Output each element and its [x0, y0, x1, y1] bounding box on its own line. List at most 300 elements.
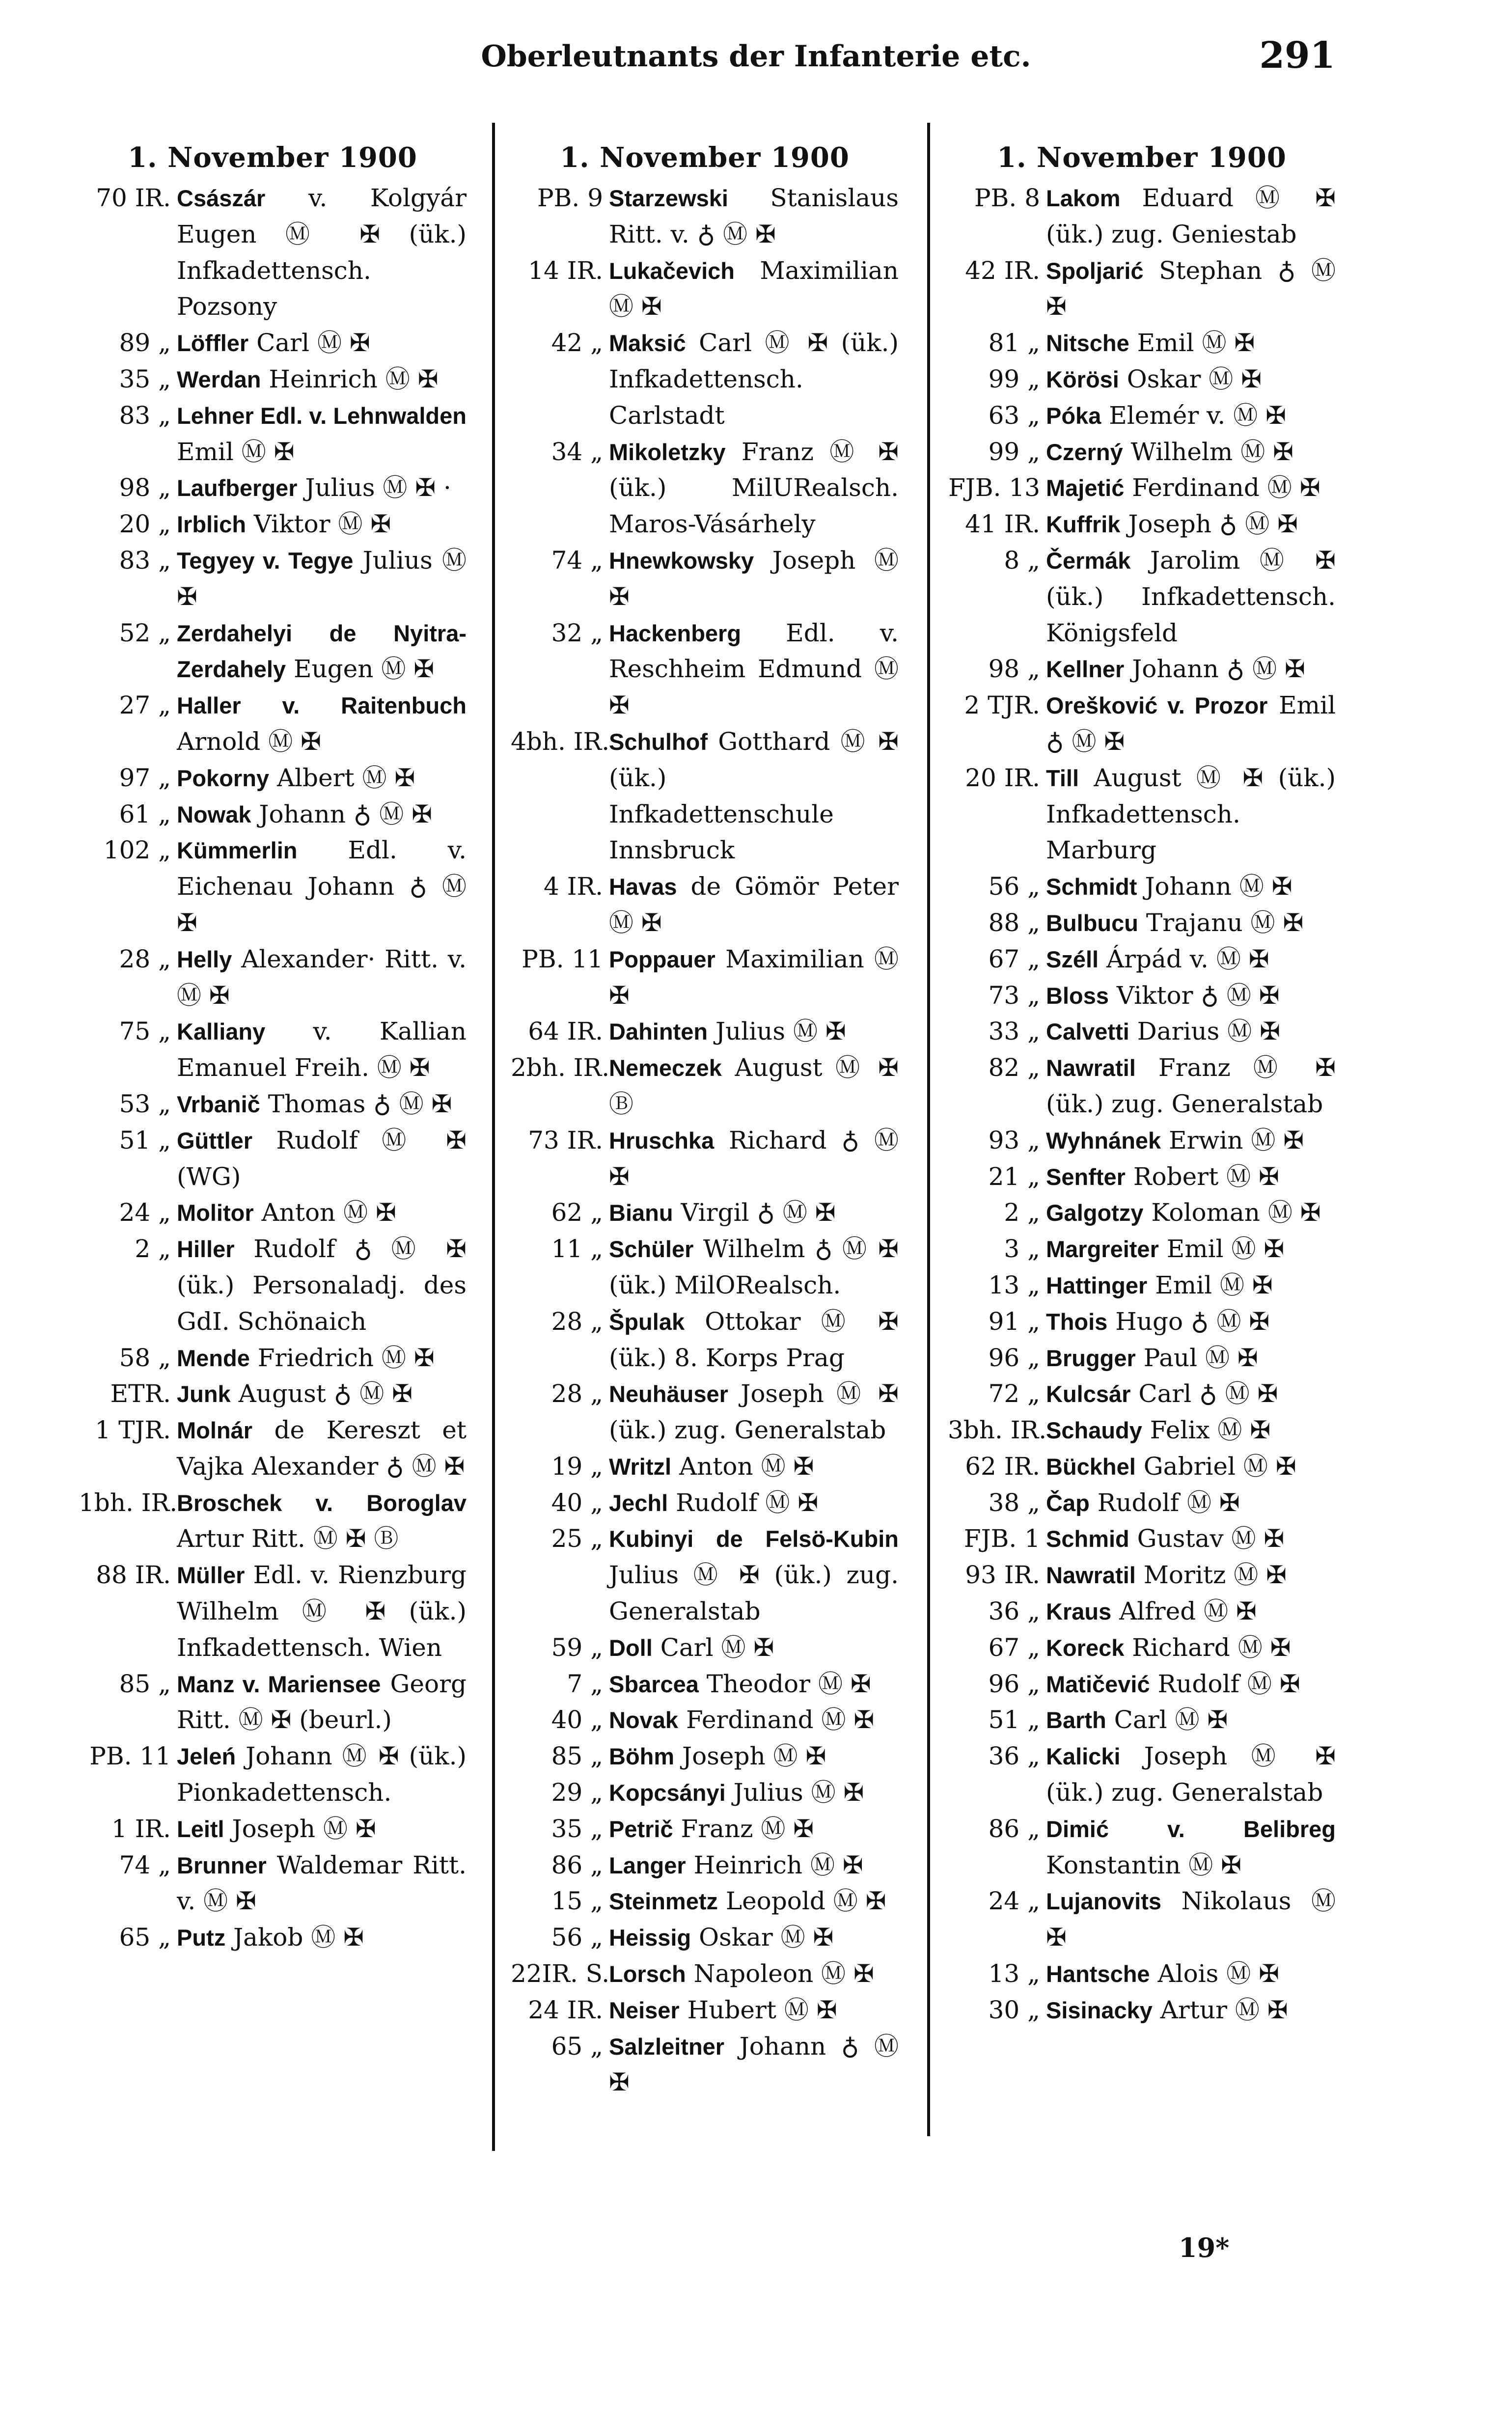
officer-surname: Sisinacky: [1046, 1997, 1153, 2023]
officer-surname: Calvetti: [1046, 1018, 1129, 1045]
officer-surname: Brunner: [177, 1852, 267, 1878]
roster-entry: [948, 1702, 1336, 1738]
officer-details: Gustav Ⓜ ✠: [1129, 1524, 1285, 1553]
unit-designation: 58 „: [119, 1343, 171, 1372]
roster-entry: [948, 1666, 1336, 1703]
officer-details: Oskar Ⓜ ✠: [691, 1923, 834, 1952]
officer-details: Friedrich Ⓜ ✠: [249, 1343, 435, 1372]
officer-surname: Novak: [609, 1707, 679, 1733]
unit-designation: PB. 11: [89, 1742, 171, 1771]
roster-entry: [948, 869, 1336, 905]
officer-details: Gotthard Ⓜ ✠ (ük.) Infkadettenschule Innsbruck: [609, 727, 899, 865]
officer-surname: Thois: [1046, 1308, 1108, 1335]
officer-surname: Steinmetz: [609, 1888, 718, 1915]
column-date-heading: 1. November 1900: [128, 141, 417, 174]
roster-entry: [948, 1340, 1336, 1376]
roster-entry: [79, 1666, 467, 1739]
entry-body: [1046, 651, 1336, 688]
unit-designation: 62 „: [551, 1198, 603, 1227]
unit-designation: 51 „: [988, 1706, 1040, 1734]
officer-details: Árpád v. Ⓜ ✠: [1099, 944, 1269, 973]
officer-surname: Schaudy: [1046, 1417, 1142, 1444]
roster-entry: [79, 506, 467, 543]
officer-details: Eugen Ⓜ ✠: [286, 655, 435, 684]
officer-surname: Széll: [1046, 946, 1099, 972]
roster-entry: [79, 398, 467, 470]
unit-designation: 11 „: [551, 1235, 603, 1264]
entry-body: [1046, 1412, 1336, 1449]
roster-entry: [511, 253, 899, 326]
entry-list: [511, 180, 899, 2101]
entry-body: [177, 688, 467, 760]
officer-surname: Neiser: [609, 1997, 680, 2023]
officer-surname: Pokorny: [177, 765, 270, 791]
entry-body: [609, 1702, 899, 1738]
officer-surname: Senfter: [1046, 1163, 1126, 1190]
unit-designation: 13 „: [988, 1959, 1040, 1988]
unit-designation: ETR.: [110, 1379, 171, 1408]
officer-surname: Vrbanič: [177, 1091, 260, 1117]
officer-details: Artur Ritt. Ⓜ ✠ Ⓑ: [177, 1524, 399, 1553]
roster-entry: [511, 325, 899, 434]
entry-body: [177, 1014, 467, 1086]
officer-details: Johann ♁ Ⓜ ✠: [609, 2032, 899, 2097]
officer-surname: Bückhel: [1046, 1453, 1136, 1480]
officer-surname: Laufberger: [177, 475, 298, 501]
entry-body: [1046, 1738, 1336, 1811]
roster-entry: [511, 1014, 899, 1050]
roster-entry: [948, 1594, 1336, 1630]
unit-designation: 82 „: [988, 1053, 1040, 1082]
entry-body: [177, 361, 467, 398]
officer-details: Anton Ⓜ ✠: [253, 1198, 396, 1227]
unit-designation: 65 „: [551, 2032, 603, 2061]
officer-details: v. Kallian Emanuel Freih. Ⓜ ✠: [177, 1017, 467, 1082]
entry-body: [609, 180, 899, 253]
officer-details: Arnold Ⓜ ✠: [177, 727, 321, 756]
roster-entry: [948, 1811, 1336, 1884]
unit-designation: 2 TJR.: [964, 691, 1040, 720]
officer-surname: Zerdahelyi de Nyitra-Zerdahely: [177, 620, 467, 683]
roster-entry: [79, 1014, 467, 1086]
entry-body: [1046, 506, 1336, 543]
officer-details: Erwin Ⓜ ✠: [1161, 1126, 1304, 1155]
officer-surname: Dahinten: [609, 1018, 708, 1045]
entry-body: [1046, 1956, 1336, 1992]
entry-body: [177, 1086, 467, 1123]
entry-body: [1046, 1702, 1336, 1738]
roster-entry: [511, 869, 899, 941]
officer-surname: Mende: [177, 1345, 250, 1371]
officer-details: Rudolf Ⓜ ✠ (WG): [177, 1126, 467, 1191]
officer-details: Edl. v. Rienzburg Wilhelm Ⓜ ✠ (ük.) Infkadettensch. Wien: [177, 1561, 467, 1662]
entry-body: [1046, 1050, 1336, 1123]
entry-body: [1046, 1014, 1336, 1050]
officer-surname: Margreiter: [1046, 1236, 1159, 1263]
entry-body: [609, 1485, 899, 1521]
entry-body: [1046, 398, 1336, 434]
entry-list: [948, 180, 1336, 2029]
roster-entry: [948, 470, 1336, 506]
officer-surname: Nitsche: [1046, 330, 1129, 357]
officer-details: Alexander· Ritt. v. Ⓜ ✠: [177, 944, 467, 1010]
entry-body: [609, 1376, 899, 1449]
officer-details: Hugo ♁ Ⓜ ✠: [1107, 1307, 1270, 1336]
officer-details: Jarolim Ⓜ ✠ (ük.) Infkadettensch. Königsfeld: [1046, 546, 1336, 647]
entry-body: [609, 1883, 899, 1920]
officer-details: Rudolf Ⓜ ✠: [1089, 1488, 1240, 1517]
unit-designation: FJB. 1: [963, 1524, 1040, 1553]
roster-entry: [79, 1557, 467, 1666]
officer-details: Joseph ♁ Ⓜ ✠: [1120, 510, 1298, 539]
officer-surname: Bulbucu: [1046, 909, 1138, 936]
entry-body: [609, 941, 899, 1014]
officer-details: Thomas ♁ Ⓜ ✠: [260, 1089, 452, 1118]
unit-designation: 85 „: [119, 1669, 171, 1698]
entry-body: [1046, 1521, 1336, 1557]
officer-details: Carl Ⓜ ✠: [248, 329, 370, 358]
officer-surname: Schulhof: [609, 728, 708, 755]
unit-designation: 99 „: [988, 437, 1040, 466]
officer-details: Julius Ⓜ ✠: [177, 546, 467, 611]
officer-surname: Kellner: [1046, 656, 1125, 683]
officer-surname: Kraus: [1046, 1598, 1112, 1625]
officer-surname: Starzewski: [609, 185, 728, 211]
unit-designation: 42 IR.: [965, 256, 1040, 285]
unit-designation: 59 „: [551, 1633, 603, 1662]
entry-body: [177, 1666, 467, 1739]
unit-designation: 93 IR.: [965, 1561, 1040, 1590]
officer-surname: Špulak: [609, 1308, 685, 1335]
entry-body: [1046, 978, 1336, 1014]
roster-entry: [511, 1775, 899, 1811]
entry-body: [609, 1956, 899, 1992]
roster-entry: [511, 1485, 899, 1521]
roster-entry: [948, 941, 1336, 978]
entry-body: [177, 506, 467, 543]
officer-surname: Nawratil: [1046, 1562, 1136, 1589]
officer-surname: Hruschka: [609, 1127, 715, 1154]
entry-body: [609, 1775, 899, 1811]
roster-entry: [511, 1376, 899, 1449]
roster-entry: [79, 1811, 467, 1847]
officer-surname: Tegyey v. Tegye: [177, 547, 354, 574]
unit-designation: 85 „: [551, 1742, 603, 1771]
officer-details: de Gömör Peter Ⓜ ✠: [609, 872, 899, 937]
roster-entry: [79, 1738, 467, 1811]
officer-details: Viktor ♁ Ⓜ ✠: [1109, 981, 1280, 1010]
roster-entry: [79, 543, 467, 615]
officer-surname: Hnewkowsky: [609, 547, 754, 574]
roster-entry: [79, 1340, 467, 1376]
unit-designation: 25 „: [551, 1524, 603, 1553]
roster-entry: [511, 1231, 899, 1304]
officer-details: Artur Ⓜ ✠: [1152, 1995, 1288, 2024]
unit-designation: 4bh. IR.: [511, 727, 610, 756]
roster-entry: [948, 1449, 1336, 1485]
roster-entry: [79, 1123, 467, 1195]
officer-surname: Póka: [1046, 402, 1101, 429]
unit-designation: 99 „: [988, 364, 1040, 393]
roster-column-3: [948, 135, 1336, 2029]
officer-surname: Löffler: [177, 330, 249, 357]
unit-designation: 2 „: [135, 1235, 171, 1264]
officer-surname: Manz v. Mariensee: [177, 1671, 381, 1697]
entry-body: [609, 615, 899, 724]
unit-designation: 91 „: [988, 1307, 1040, 1336]
unit-designation: 20 IR.: [965, 763, 1040, 792]
entry-body: [1046, 760, 1336, 869]
unit-designation: 41 IR.: [965, 510, 1040, 539]
entry-body: [609, 325, 899, 434]
unit-designation: 72 „: [988, 1379, 1040, 1408]
officer-details: Oskar Ⓜ ✠: [1119, 364, 1262, 393]
roster-entry: [511, 434, 899, 543]
unit-designation: 4 IR.: [544, 872, 603, 901]
officer-surname: Heissig: [609, 1925, 691, 1951]
officer-details: Emil ♁ Ⓜ ✠: [1046, 691, 1336, 756]
roster-entry: [79, 615, 467, 688]
officer-surname: Matičević: [1046, 1671, 1150, 1697]
unit-designation: 86 „: [988, 1814, 1040, 1843]
entry-body: [609, 2029, 899, 2101]
officer-surname: Kopcsányi: [609, 1780, 726, 1806]
officer-surname: Galgotzy: [1046, 1200, 1144, 1226]
roster-entry: [79, 1376, 467, 1412]
roster-entry: [511, 1811, 899, 1847]
unit-designation: 93 „: [988, 1126, 1040, 1155]
officer-details: Paul Ⓜ ✠: [1135, 1343, 1258, 1372]
entry-body: [1046, 1340, 1336, 1376]
officer-surname: Putz: [177, 1925, 226, 1951]
unit-designation: 8 „: [1004, 546, 1040, 575]
officer-surname: Nemeczek: [609, 1055, 722, 1081]
unit-designation: 83 „: [119, 546, 171, 575]
entry-body: [177, 1195, 467, 1231]
officer-details: Nikolaus Ⓜ ✠: [1046, 1887, 1336, 1952]
unit-designation: 29 „: [551, 1778, 603, 1807]
entry-body: [609, 1195, 899, 1231]
officer-surname: Molnár: [177, 1417, 253, 1444]
officer-details: Emil Ⓜ ✠: [1158, 1235, 1285, 1264]
officer-details: Julius Ⓜ ✠: [725, 1778, 864, 1807]
officer-surname: Irblich: [177, 511, 247, 538]
unit-designation: 88 IR.: [96, 1561, 171, 1590]
officer-surname: Hantsche: [1046, 1961, 1150, 1987]
officer-details: Heinrich Ⓜ ✠: [261, 364, 439, 393]
unit-designation: 63 „: [988, 401, 1040, 430]
entry-body: [1046, 253, 1336, 326]
officer-surname: Schmid: [1046, 1526, 1129, 1552]
entry-body: [177, 1340, 467, 1376]
entry-body: [177, 1847, 467, 1920]
roster-entry: [79, 760, 467, 797]
entry-body: [1046, 1159, 1336, 1195]
roster-entry: [511, 724, 899, 869]
roster-entry: [948, 361, 1336, 398]
entry-body: [609, 1738, 899, 1775]
officer-surname: Kalliany: [177, 1018, 266, 1045]
roster-entry: [948, 1521, 1336, 1557]
entry-body: [609, 543, 899, 615]
officer-surname: Schüler: [609, 1236, 694, 1263]
officer-surname: Broschek v. Boroglav: [177, 1489, 467, 1516]
roster-entry: [948, 1159, 1336, 1195]
roster-entry: [948, 688, 1336, 760]
entry-body: [1046, 688, 1336, 760]
officer-details: Julius Ⓜ ✠ (ük.) zug. Generalstab: [609, 1561, 899, 1626]
officer-details: Alois Ⓜ ✠: [1150, 1959, 1280, 1988]
unit-designation: 40 „: [551, 1706, 603, 1734]
entry-body: [1046, 1267, 1336, 1304]
unit-designation: 65 „: [119, 1923, 171, 1952]
unit-designation: 74 „: [119, 1850, 171, 1879]
entry-body: [1046, 941, 1336, 978]
unit-designation: 2bh. IR.: [511, 1053, 610, 1082]
officer-surname: Kalicki: [1046, 1743, 1121, 1770]
officer-surname: Kuffrik: [1046, 511, 1121, 538]
officer-surname: Lehner Edl. v. Lehnwalden: [177, 402, 467, 429]
roster-entry: [948, 506, 1336, 543]
unit-designation: 98 „: [119, 473, 171, 502]
officer-surname: Spoljarić: [1046, 257, 1144, 284]
roster-entry: [948, 760, 1336, 869]
entry-body: [177, 325, 467, 361]
running-title: Oberleutnants der Infanterie etc.: [481, 39, 1031, 74]
officer-details: Julius Ⓜ ✠: [708, 1017, 846, 1046]
entry-body: [1046, 1195, 1336, 1231]
entry-body: [1046, 1304, 1336, 1340]
roster-entry: [948, 1883, 1336, 1956]
roster-entry: [511, 1883, 899, 1920]
officer-surname: Majetić: [1046, 475, 1125, 501]
page-number: 291: [1259, 34, 1335, 77]
unit-designation: 67 „: [988, 944, 1040, 973]
officer-surname: Langer: [609, 1852, 686, 1878]
entry-body: [177, 1557, 467, 1666]
roster-entry: [79, 361, 467, 398]
officer-details: Darius Ⓜ ✠: [1129, 1017, 1281, 1046]
entry-body: [609, 434, 899, 543]
officer-surname: Kümmerlin: [177, 837, 298, 864]
officer-surname: Molitor: [177, 1200, 254, 1226]
officer-surname: Koreck: [1046, 1634, 1125, 1661]
roster-entry: [79, 470, 467, 506]
entry-body: [177, 398, 467, 470]
unit-designation: 35 „: [119, 364, 171, 393]
unit-designation: 27 „: [119, 691, 171, 720]
entry-body: [1046, 470, 1336, 506]
officer-details: August Ⓜ ✠ Ⓑ: [609, 1053, 899, 1118]
officer-details: Maximilian Ⓜ ✠: [609, 944, 899, 1010]
roster-entry: [511, 1956, 899, 1992]
unit-designation: 52 „: [119, 618, 171, 647]
unit-designation: 19 „: [551, 1452, 603, 1481]
roster-entry: [948, 651, 1336, 688]
officer-details: Ottokar Ⓜ ✠ (ük.) 8. Korps Prag: [609, 1307, 899, 1372]
roster-entry: [948, 1485, 1336, 1521]
unit-designation: PB. 11: [522, 944, 603, 973]
roster-entry: [79, 1412, 467, 1485]
unit-designation: 53 „: [119, 1089, 171, 1118]
roster-entry: [948, 1267, 1336, 1304]
unit-designation: 38 „: [988, 1488, 1040, 1517]
roster-entry: [511, 1630, 899, 1666]
unit-designation: 96 „: [988, 1343, 1040, 1372]
roster-entry: [511, 1449, 899, 1485]
officer-details: Leopold Ⓜ ✠: [718, 1887, 886, 1916]
entry-body: [609, 253, 899, 326]
officer-details: Moritz Ⓜ ✠: [1135, 1561, 1287, 1590]
roster-entry: [948, 1231, 1336, 1267]
officer-details: Elemér v. Ⓜ ✠: [1101, 401, 1287, 430]
roster-entry: [511, 1920, 899, 1956]
roster-entry: [79, 688, 467, 760]
officer-surname: Havas: [609, 874, 677, 900]
officer-details: Rudolf Ⓜ ✠: [668, 1488, 819, 1517]
officer-details: Wilhelm ♁ Ⓜ ✠ (ük.) MilORealsch.: [609, 1235, 899, 1299]
entry-body: [177, 1231, 467, 1340]
column-divider: [927, 123, 930, 2136]
officer-details: August ♁ Ⓜ ✠: [230, 1379, 412, 1408]
officer-details: Ferdinand Ⓜ ✠: [1124, 473, 1320, 502]
entry-body: [177, 797, 467, 833]
entry-body: [1046, 1811, 1336, 1884]
officer-surname: Nowak: [177, 801, 251, 827]
entry-body: [1046, 1883, 1336, 1956]
officer-details: Viktor Ⓜ ✠: [246, 510, 391, 539]
officer-surname: Hattinger: [1046, 1272, 1148, 1298]
officer-surname: Čap: [1046, 1489, 1090, 1516]
entry-body: [609, 1847, 899, 1884]
entry-body: [609, 1050, 899, 1123]
column-divider: [492, 123, 495, 2151]
unit-designation: 30 „: [988, 1995, 1040, 2024]
entry-body: [1046, 325, 1336, 361]
officer-details: Albert Ⓜ ✠: [269, 763, 415, 792]
roster-entry: [511, 1050, 899, 1123]
officer-surname: Kulcsár: [1046, 1381, 1131, 1407]
signature-mark: 19*: [1179, 2232, 1230, 2263]
unit-designation: 42 „: [551, 329, 603, 358]
officer-details: Stephan ♁ Ⓜ ✠: [1046, 256, 1336, 321]
unit-designation: 7 „: [567, 1669, 603, 1698]
officer-details: Johann ♁ Ⓜ ✠: [251, 799, 433, 828]
officer-surname: Jechl: [609, 1489, 668, 1516]
officer-surname: Császár: [177, 185, 266, 211]
officer-details: Joseph Ⓜ ✠ (ük.) zug. Generalstab: [1046, 1742, 1336, 1807]
officer-surname: Haller v. Raitenbuch: [177, 692, 467, 719]
unit-designation: 21 „: [988, 1162, 1040, 1191]
officer-surname: Lukačevich: [609, 257, 735, 284]
unit-designation: 89 „: [119, 329, 171, 358]
roster-entry: [948, 325, 1336, 361]
unit-designation: 36 „: [988, 1742, 1040, 1771]
unit-designation: 40 „: [551, 1488, 603, 1517]
officer-surname: Leitl: [177, 1816, 224, 1842]
roster-entry: [948, 1956, 1336, 1992]
officer-details: Waldemar Ritt. v. Ⓜ ✠: [177, 1850, 467, 1916]
roster-entry: [948, 253, 1336, 326]
officer-details: Franz Ⓜ ✠ (ük.) zug. Generalstab: [1046, 1053, 1336, 1118]
entry-body: [609, 1304, 899, 1376]
roster-entry: [511, 1847, 899, 1884]
roster-entry: [79, 1231, 467, 1340]
officer-surname: Junk: [177, 1381, 231, 1407]
officer-details: Rudolf ♁ Ⓜ ✠ (ük.) Personaladj. des GdI. Schönaich: [177, 1235, 467, 1336]
officer-details: Napoleon Ⓜ ✠: [686, 1959, 874, 1988]
entry-body: [609, 1992, 899, 2029]
